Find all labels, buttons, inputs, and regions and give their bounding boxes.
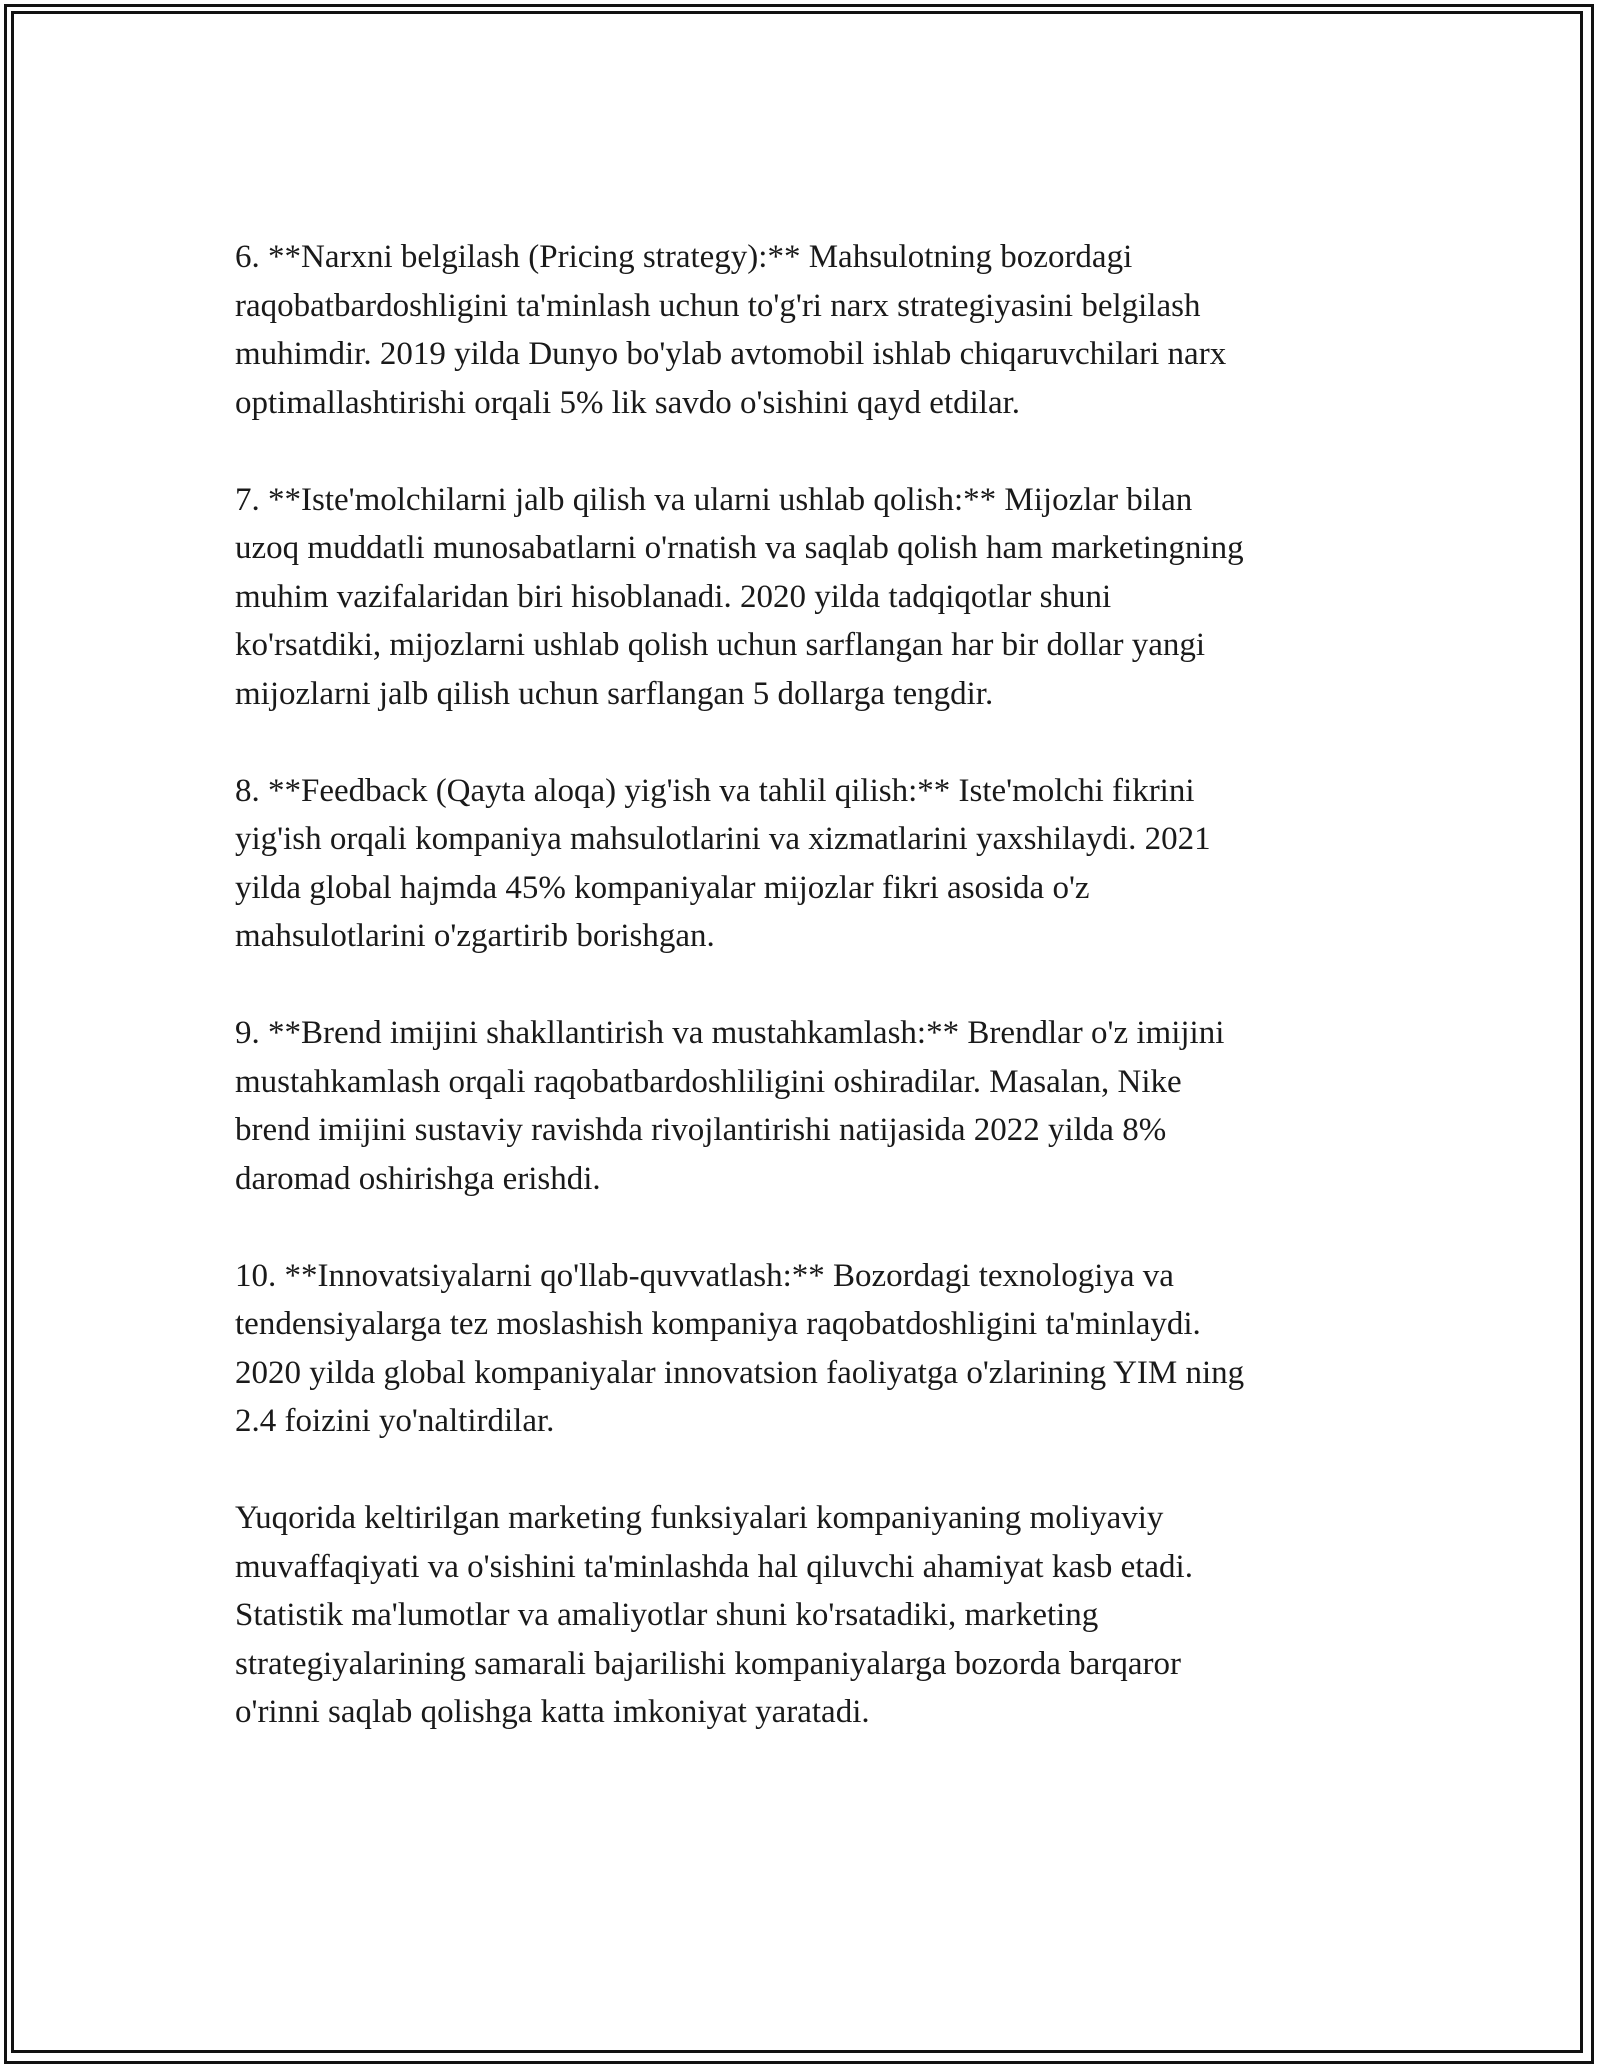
paragraph-conclusion: Yuqorida keltirilgan marketing funksiyalari kompaniyaning moliyaviy muvaffaqiyati va o'sishini ta'minlashda hal qiluvchi ahamiyat kasb etadi. Statistik ma'lumotlar va amaliyotlar shuni ko'rsatadiki, marketing strategiyalarining samarali bajarilishi kompaniyalarga bozorda barqaror o'rinni saqlab qolishga katta imkoniyat yaratadi. [235, 1500, 1193, 1730]
paragraph-customer-retention: 7. **Iste'molchilarni jalb qilish va ularni ushlab qolish:** Mijozlar bilan uzoq muddatli munosabatlarni o'rnatish va saqlab qolish ham marketingning muhim vazifalaridan biri hisoblanadi. 2020 yilda tadqiqotlar shuni ko'rsatdiki, mijozlarni ushlab qolish uchun sarflangan har bir dollar yangi mijozlarni jalb qilish uchun sarflangan 5 dollarga tengdir. [235, 481, 1244, 712]
paragraph-feedback: 8. **Feedback (Qayta aloqa) yig'ish va tahlil qilish:** Iste'molchi fikrini yig'ish orqali kompaniya mahsulotlarini va xizmatlarini yaxshilaydi. 2021 yilda global hajmda 45% kompaniyalar mijozlar fikri asosida o'z mahsulotlarini o'zgartirib borishgan. [235, 772, 1211, 954]
paragraph-pricing-strategy: 6. **Narxni belgilash (Pricing strategy):** Mahsulotning bozordagi raqobatbardoshligini ta'minlash uchun to'g'ri narx strategiyasini belgilash muhimdir. 2019 yilda Dunyo bo'ylab avtomobil ishlab chiqaruvchilari narx optimallashtirishi orqali 5% lik savdo o'sishini qayd etdilar. [235, 239, 1227, 421]
paragraph-innovation: 10. **Innovatsiyalarni qo'llab-quvvatlash:** Bozordagi texnologiya va tendensiyalarga tez moslashish kompaniya raqobatdoshligini ta'minlaydi. 2020 yilda global kompaniyalar innovatsion faoliyatga o'zlarining YIM ning 2.4 foizini yo'naltirdilar. [235, 1257, 1245, 1439]
document-body [235, 233, 1375, 1785]
paragraph-brand-image: 9. **Brend imijini shakllantirish va mustahkamlash:** Brendlar o'z imijini mustahkamlash orqali raqobatbardoshliligini oshiradilar. Masalan, Nike brend imijini sustaviy ravishda rivojlantirishi natijasida 2022 yilda 8% daromad oshirishga erishdi. [235, 1015, 1225, 1197]
